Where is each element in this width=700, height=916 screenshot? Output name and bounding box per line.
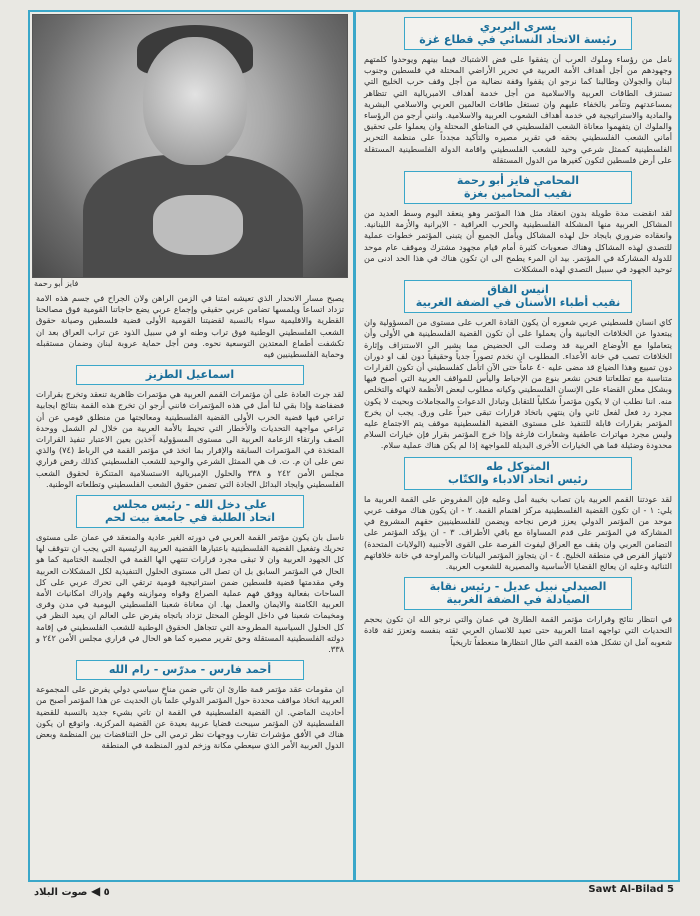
right-section-5 [364,577,672,648]
speaker-role: رئيسة الاتحاد النسائي في قطاع غزة [419,33,617,46]
speaker-text: كاي انسان فلسطيني عربي شعوره أن يكون القادة العرب على مستوى من المسؤولية وان يبتعدوا عن الخلافات الجانبية وأن يعملوا على أن تكون القضية الفلسطينية هي الأولى وأن يتعاملوا مع الأوضاع العربية قد وصلت الى الحضيض مما يشير الى الاستنزاف وإثارة الخلافات تصب في خانة الأعداء. المطلوب ان نخدم تصوراً جدياً وحقيقياً دون لف او دوران دون تمييع وهذا الضياع قد مضى عليه ٤٠ عاماً حتى الآن اتأمل كفلسطيني أن تكون القرارات متناسبة مع تطلعاتنا فنحن نشعر بنوع من الإحباط واليأس للمواقف العربية التي أصبح فيها وبشكل معلن القضاء على الإنسان الفلسطيني وكيانه مطلوب لبعض الأنظمة لانهائه والتخلص منه. اننا نطلب ان لا يكون مؤتمراً شكلياً للتقابل وتبادل الدعوات والمجاملات وبحيث لا يكون مجرد رد فعل لفعل ثاني وان ينتهي باتخاذ قرارات تبقى حبراً على ورق. يجب ان يخرج المؤتمر بقرارات قابلة للتنفيذ على مستوى القضية الفلسطينية موقف يتم الاجتماع عليه وليس مجرد مهاترات عاطفية وشعارات فارغة وإذا خرج المؤتمر بقرار فإن خيارات السلام محدودة وضئيلة فما هي الخيارات الأخرى البديلة للمواجهة إذا لم يكن هناك عملية سلام. [364,317,672,451]
speaker-title-box [404,457,632,490]
speaker-text: لقد انقضت مدة طويلة بدون انعقاد مثل هذا المؤتمر وهو ينعقد اليوم وسط العديد من المشاكل العربية منها المشكلة الفلسطينية والحرب العراقية - الايرانية والأزمة اللبنانية. وانعقاده ضروري بايجاد حل لهذه المشاكل ويأمل الجميع أن يتبنى المؤتمر خطوات عملية للتصدي لهذه المشاكل وهناك صعوبات كثيرة أمام قيام مجهود مشترك وموقف عام موحد للدولة المشاركة في المؤتمر. بيد ان المرء يطمح الى ان تكون هناك في هذا الحد ادنى من توحيد الجهود في سبيل التصدي لهذه المشكلات [364,208,672,275]
right-column [358,12,678,880]
speaker-role: الصيادلة في الضفة الغربية [446,593,590,607]
speaker-name: المتوكل طه [486,459,550,473]
speaker-name: انيس القاق [487,283,549,297]
left-column [30,12,350,880]
photo-head [143,37,247,165]
speaker-name: أحمد فارس - مدرّس - رام الله [108,663,272,677]
speaker-name: علي دخل الله - رئيس مجلس [112,498,268,512]
right-section-2 [364,171,672,275]
photo-hands [153,195,243,255]
left-section-1 [36,365,344,490]
speaker-role: نقيب المحامين بغزة [463,187,573,201]
intro-text: يصبح مسار الانحدار الذي تعيشه امتنا في الزمن الراهن ولان الجراح في جسم هذه الامة تزداد اتساعاً ويلمسها تضامن عربي حقيقي وإجماع عربي يضع حاجاتنا القومية فوق مصالحنا القطرية والاقليمية سواء بالنسبة لقضيتنا القومية الأولى قضية فلسطين وصيانة حقوق الشعب الفلسطيني الوطنية فوق تراب وطنه او في سبيل الذود عن تراب العراق بعد ان تكشفت أطماع المعتدين التوسعية نحوه. ومن أجل حماية عروبة لبنان وضمان مستقبله وحماية الفلسطينيين فيه [36,293,344,360]
magazine-name-en: Sawt Al-Bilad [588,884,664,895]
column-divider [353,12,356,880]
speaker-text: نامل من رؤساء وملوك العرب أن يتفقوا على فض الاشتباك فيما بينهم ويوحدوا كلمتهم وجهودهم من أجل أهداف الأمة العربية في تحرير الأراضي المحتلة في فلسطين وجنوب لبنان والجولان وطالبنا كما نرجو ان يقفوا وقفة نضالية من أجل وقف حرب الخليج التي تستنزف الطاقات العربية والاسلامية من أجل خدمة أهداف الامبريالية التي تتظاهر بمساعدتهم وتتآمر بالخفاء عليهم وان تستغل طاقات العالمين العربي والاسلامي البشرية والمادية والاستراتيجية في خدمة أهداف الشعوب العربية والاسلامية. وانني أرجو من الرؤساء والملوك ان يتفهموا معاناة الشعب الفلسطيني في المناطق المحتلة وان يعملوا على تحقيق أماني الشعب الفلسطيني بحقه في تقرير مصيره والتأكيد مجدداً على منظمة التحرير الفلسطينية كممثل شرعي وحيد للشعب الفلسطيني واقامة الدولة الفلسطينية المستقلة على أرض فلسطين لتكون كغيرها من الدول المستقلة [364,54,672,165]
speaker-text: ناسل بان يكون مؤتمر القمة العربي في دورته الغير عادية والمنعقد في عمان على مستوى تحريك وتفعيل القضية الفلسطينية باعتبارها القضية العربية الرئيسية التي يجب ان نتوقف لها كل الجهود العربية وان لا تبقى مجرد قرارات تنتهي الها القمة في الجلسة الختامية كما هو الحال في المؤتمر السابق بل ان تصل الى مستوى الحلول التنفيذية لكل المشكلات العربية وفي مقدمتها قضية فلسطين ضمن استراتيجية قومية ترتقي الى تحرك عربي على كل الساحات بفعالية ووفق فهم عملية الصراع وقواه وموازينه وفهم وإدراك امكانيات الأمة العربية الكامنة والايمان والعمل بها. ان معاناة شعبنا الفلسطيني اليومية في مدن وقرى ومخيمات شعبنا في داخل الوطن المحتل تزداد باتجاه يفرض على العالم ان يعيد النظر في كل الحلول السياسية المطروحة التي تتجاهل الحقوق الوطنية للشعب الفلسطيني في إقامة دولته الفلسطينية المستقلة وحق تقرير مصيره كما هو الحال في قراري مجلس الأمن ٢٤٢ و ٣٣٨. [36,532,345,655]
photo-caption: فايز أبو رحمة [34,279,79,288]
speaker-text: في انتظار نتائج وقرارات مؤتمر القمة الطارئ في عمان والتي نرجو الله ان تكون بحجم التحديات التي تواجهه امتنا العربية حتى تعيد للانسان العربي ثقته بنفسه وتعزز ثقة قادة شعوبه آمل ان تشكل هذه القمة التي طال انتظارها منعطفاً تاريخياً [364,614,672,647]
speaker-title-box [76,365,304,385]
left-section-3 [36,660,344,751]
page-frame [28,10,680,882]
footer-left [34,884,110,898]
left-intro [36,293,344,360]
speaker-name: يسرى البربري [479,20,557,33]
speaker-title-box [76,660,304,680]
speaker-text: لقد عودتنا القمم العربية بان تصاب بخيبة أمل وعليه فإن المفروض على القمة العربية ما يلي: ١ - ان تكون القضية الفلسطينية مركز اهتمام القمة. ٢ - ان يكون هناك موقف عربي موحد من المؤتمر الدولي يعزز فرص نجاحه ويضمن للفلسطينيين حقهم المشروع في المشاركة في المؤتمر على قدم المساواة مع باقي الأطراف. ٣ - ان يؤكد المؤتمر على التضامن العربي وان يقف مع العراق ليفوت الفرصة على القوى الأجنبية (الولايات المتحدة) لانتهاز الفرص في منطقة الخليج. ٤ - ان يتجاوز المؤتمر البيانات والمراوحة في خانة خلافاتهم الثنائية وعليه ان يعالج القضايا الأساسية والمصيرية للشعوب العربية. [364,493,672,571]
portrait-photo [32,14,348,278]
speaker-title-box [404,280,632,313]
speaker-title-box [404,17,632,50]
speaker-title-box [404,577,632,610]
left-section-2 [36,495,344,655]
page-number: 5 [667,884,674,895]
arrow-left-icon: ◀ [90,884,101,898]
speaker-role: اتحاد الطلبة في جامعة بيت لحم [104,511,276,525]
speaker-name: المحامي فايز أبو رحمة [456,174,580,188]
speaker-name: اسماعيل الطزيز [145,368,235,382]
speaker-title-box [404,171,632,204]
right-section-3 [364,280,672,451]
magazine-name-ar: صوت البلاد [34,887,88,898]
footer-right [588,884,674,895]
speaker-title-box [76,495,304,528]
speaker-text: ان مقومات عقد مؤتمر قمة طارئ ان تاتي ضمن مناخ سياسي دولي يفرض على المجموعة العربية اتخاذ مواقف محددة حول المؤتمر الدولي علماً بان الحديث عن هذا المؤتمر أصبح من أحاديث الماضي. ان القضية الفلسطينية في القمة ان تاتي بشيء جديد بالنسبة للقضية الفلسطينية لان المؤتمر سيبحث قضايا عربية بعيدة عن القضية المركزية. واتوقع ان يكون هناك في الأفق مؤشرات تقارب ووجهات نظر ترمي الى حل التناقضات بين المنظمة وبعض الدول العربية الأمر الذي سيعطي مكانة وزخم لدور المنظمة في المنطقة [36,684,344,751]
speaker-text: لقد جرت العادة على أن مؤتمرات القمم العربية هي مؤتمرات ظاهرية تنعقد وتخرج بقرارات فضفاضة وإذا بقي لنا أمل في هذه المؤتمرات فانني أرجو ان تخرج هذه القمة بنتائج ايجابية تراعي فيها قضية الحرب الأولى القضية الفلسطينية ومعالجتها من منطلق قومي عن أن تراعي مواجهة التحديات والأخطار التي تحيط بالأمة العربية من خلال لم الشمل ووحدة الصف وارتقاء الزعامة العربية الى مستوى المسؤولية آخذين بعين الاعتبار تنفيذ القرارات المتخذة في المؤتمرات السابقة والإقرار بما اتخذ في مؤتمر القمة في الرباط (٧٤) والذي نص على ان م. ت. ف هي الممثل الشرعي والوحيد للشعب الفلسطيني كذلك رفض قراري مجلس الأمن ٢٤٢ و ٣٣٨ والحلول الإمبريالية الاستسلامية المتنكرة لحقوق الشعب الفلسطيني وايجاد البدائل الجادة التي تضمن حقوق الشعب الفلسطيني وتطلعاته الوطنية. [36,389,344,489]
speaker-role: رئيس اتحاد الادباء والكتّاب [448,472,588,486]
right-section-4 [364,457,672,572]
page-footer [28,880,680,900]
speaker-role: نقيب أطباء الأسنان في الضفة الغربية [415,296,621,310]
page-number-ar: ٥ [103,887,110,898]
right-section-1 [364,17,672,166]
speaker-name: الصيدلي نبيل عديل - رئيس نقابة [429,580,607,594]
